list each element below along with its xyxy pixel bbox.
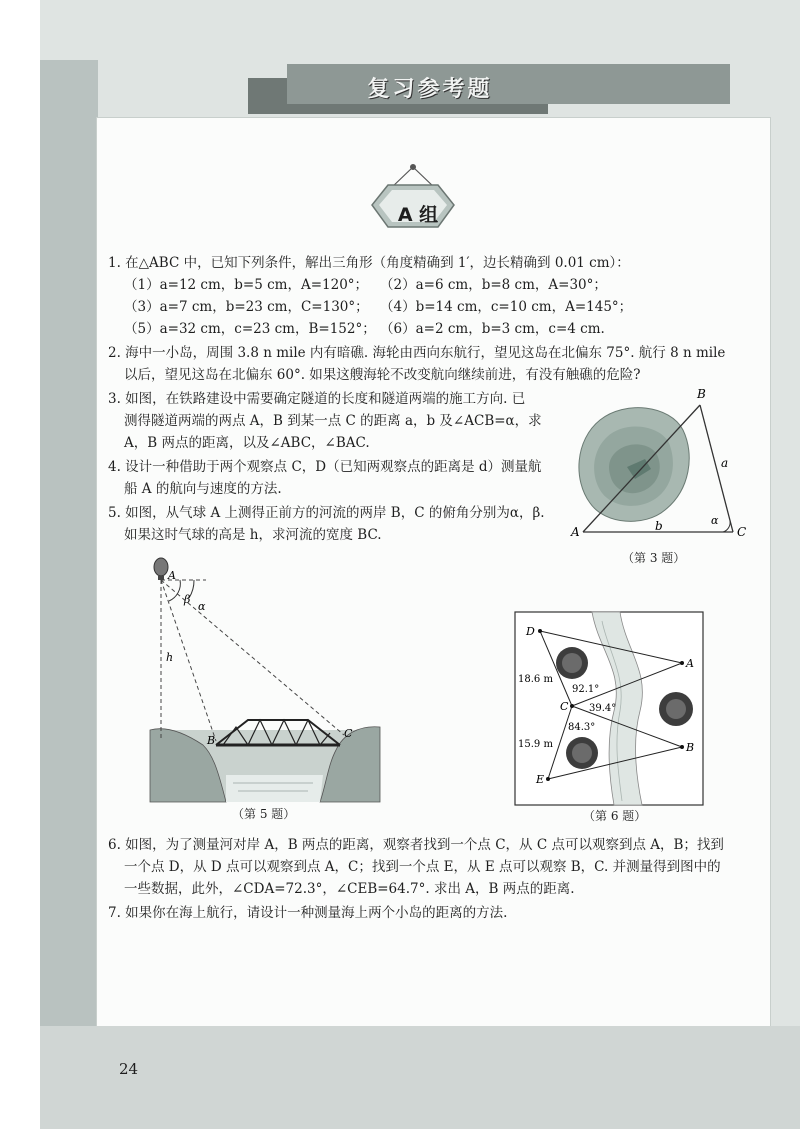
river <box>226 775 323 802</box>
measure-dc: 18.6 m <box>518 674 553 685</box>
label-alpha: α <box>711 514 719 527</box>
problem-2-line-2: 以后，望见这岛在北偏东 60°. 如果这艘海轮不改变航向继续前进，有没有触礁的危险? <box>124 367 641 383</box>
label-alpha: α <box>198 600 206 613</box>
label-side-a: a <box>721 456 729 470</box>
left-margin-band <box>40 60 98 1129</box>
problem-5-line-2: 如果这时气球的高是 h，求河流的宽度 BC. <box>124 527 382 543</box>
problem-6-line-3: 一些数据，此外，∠CDA=72.3°，∠CEB=64.7°. 求出 A，B 两点的距离. <box>124 881 575 897</box>
measure-angle-dca: 92.1° <box>572 684 600 695</box>
problem-3-line-2: 测得隧道两端的两点 A，B 到某一点 C 的距离 a，b 及∠ACB=α，求 <box>124 413 542 429</box>
problem-1-case-5: （5）a=32 cm，c=23 cm，B=152°； <box>124 321 376 337</box>
problem-1-stem: 1. 在△ABC 中，已知下列条件，解出三角形（角度精确到 1′，边长精确到 0.01 cm）： <box>108 255 630 271</box>
problem-7-line-1: 7. 如果你在海上航行，请设计一种测量海上两个小岛的距离的方法. <box>108 905 508 921</box>
figure-5-caption: （第 5 题） <box>232 807 296 821</box>
balloon-icon <box>154 558 168 576</box>
figure-6-diagram <box>514 611 704 806</box>
label-a: A <box>686 657 694 670</box>
label-b-point: B <box>697 387 706 401</box>
label-b-bank: B <box>207 734 216 747</box>
label-c-point: C <box>737 525 747 539</box>
label-e: E <box>536 773 545 786</box>
label-c: C <box>560 700 569 713</box>
problem-4-line-1: 4. 设计一种借助于两个观察点 C，D（已知两观察点的距离是 d）测量航 <box>108 459 542 475</box>
section-label: A 组 <box>397 204 439 226</box>
problem-2-line-1: 2. 海中一小岛，周围 3.8 n mile 内有暗礁. 海轮由西向东航行，望见这岛在北偏东 75°. 航行 8 n mile <box>108 345 726 361</box>
angle-alpha-arc <box>723 521 730 532</box>
angle-beta-arc <box>169 580 180 601</box>
label-beta: β <box>184 593 191 606</box>
label-a-point: A <box>571 525 580 539</box>
figure-3-caption: （第 3 题） <box>622 551 686 565</box>
label-side-b: b <box>655 519 663 533</box>
problem-3-line-3: A，B 两点的距离，以及∠ABC，∠BAC. <box>124 435 370 451</box>
label-h: h <box>166 651 174 664</box>
problem-1-case-2: （2）a=6 cm，b=8 cm，A=30°； <box>380 277 607 293</box>
label-d: D <box>526 625 535 638</box>
label-a-balloon: A <box>168 569 176 582</box>
label-c-bank: C <box>344 727 353 740</box>
problem-3-line-1: 3. 如图，在铁路建设中需要确定隧道的长度和隧道两端的施工方向. 已 <box>108 391 526 407</box>
measure-angle-acb: 39.4° <box>589 703 617 714</box>
problem-1-case-6: （6）a=2 cm，b=3 cm，c=4 cm. <box>380 321 605 337</box>
problem-1-case-1: （1）a=12 cm，b=5 cm，A=120°； <box>124 277 369 293</box>
bottom-band <box>40 1026 800 1129</box>
problem-5-line-1: 5. 如图，从气球 A 上测得正前方的河流的两岸 B，C 的俯角分别为α，β. <box>108 505 545 521</box>
label-b: B <box>686 741 695 754</box>
problem-1-case-4: （4）b=14 cm，c=10 cm，A=145°； <box>380 299 633 315</box>
measure-angle-bce: 84.3° <box>568 722 596 733</box>
figure-3-diagram <box>565 385 750 545</box>
problem-4-line-2: 船 A 的航向与速度的方法. <box>124 481 282 497</box>
page-number: 24 <box>119 1060 139 1078</box>
page-title: 复习参考题 <box>367 77 493 102</box>
problem-6-line-2: 一个点 D，从 D 点可以观察到点 A，C；找到一个点 E，从 E 点可以观察 B，C. 并测量得到图中的 <box>124 859 721 875</box>
figure-6-caption: （第 6 题） <box>583 809 647 823</box>
figure-5-diagram <box>148 555 383 805</box>
problem-1-case-3: （3）a=7 cm，b=23 cm，C=130°； <box>124 299 369 315</box>
problem-6-line-1: 6. 如图，为了测量河对岸 A，B 两点的距离，观察者找到一个点 C，从 C 点可以观察到点 A，B；找到 <box>108 837 724 853</box>
measure-ce: 15.9 m <box>518 739 553 750</box>
